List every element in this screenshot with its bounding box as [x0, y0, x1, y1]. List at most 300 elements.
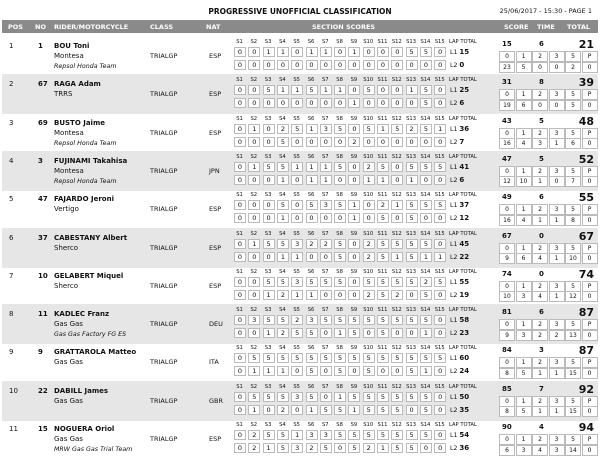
rider-motorcycle: Vertigo — [54, 205, 79, 214]
section-label: S4 — [279, 307, 286, 314]
lap2-label: L2 — [450, 406, 458, 414]
rider-class: TRIALGP — [150, 166, 178, 175]
lap1-section-score: 0 — [234, 47, 246, 57]
rider-motorcycle: Montesa — [54, 166, 84, 175]
lap-total-label: LAP TOTAL — [449, 115, 477, 122]
lap2-section-score: 0 — [334, 443, 346, 453]
lap2-section-score: 0 — [320, 137, 332, 147]
lap2-section-score: 0 — [406, 405, 418, 415]
rider-nat: ESP — [209, 435, 222, 443]
count-label: 3 — [549, 357, 565, 368]
lap2-section-score: 5 — [306, 366, 318, 376]
lap1-section-score: 5 — [306, 353, 318, 363]
lap2-section-score: 0 — [391, 366, 403, 376]
count-label: 1 — [516, 51, 532, 62]
rider-total: 87 — [578, 344, 594, 358]
section-label: S15 — [434, 115, 445, 122]
count-value: 0 — [582, 445, 598, 456]
lap1-section-score: 5 — [263, 239, 275, 249]
rider-team: Gas Gas Factory FG ES — [54, 331, 127, 339]
section-label: S6 — [307, 230, 315, 237]
count-value: 4 — [516, 215, 532, 226]
section-label: S6 — [307, 268, 315, 275]
lap2-section-score: 0 — [363, 137, 375, 147]
lap2-section-score: 1 — [263, 290, 275, 300]
lap2-section-score: 5 — [377, 405, 389, 415]
lap1-section-score: 5 — [263, 430, 275, 440]
lap1-section-score: 5 — [277, 353, 289, 363]
lap1-section-score: 0 — [234, 124, 246, 134]
lap2-section-score: 1 — [377, 175, 389, 185]
lap2-section-score: 0 — [291, 175, 303, 185]
count-label: 2 — [532, 243, 548, 254]
lap1-section-score: 5 — [391, 239, 403, 249]
lap2-section-score: 0 — [434, 137, 446, 147]
count-label: 1 — [516, 281, 532, 292]
lap1-total: 54 — [459, 431, 470, 439]
lap2-section-score: 1 — [263, 366, 275, 376]
section-label: S1 — [236, 77, 243, 84]
rider-motorcycle: Gas Gas — [54, 358, 83, 367]
lap2-section-score: 1 — [363, 175, 375, 185]
table-row — [2, 381, 598, 421]
count-value: 6 — [516, 100, 532, 111]
count-label: 3 — [549, 243, 565, 254]
lap2-section-score: 0 — [248, 60, 260, 70]
section-label: S2 — [250, 383, 258, 390]
lap2-section-score: 1 — [377, 443, 389, 453]
lap1-section-score: 0 — [234, 430, 246, 440]
section-label: S8 — [336, 383, 343, 390]
lap2-section-score: 0 — [348, 252, 360, 262]
rider-score: 49 — [502, 193, 512, 202]
rider-score: 67 — [502, 231, 512, 240]
count-label: 1 — [516, 89, 532, 100]
lap2-section-score: 0 — [234, 290, 246, 300]
lap2-section-score: 0 — [234, 98, 246, 108]
rider-pos: 7 — [9, 271, 14, 280]
lap1-label: L1 — [450, 125, 458, 133]
count-value: 9 — [499, 253, 515, 264]
lap1-section-score: 3 — [320, 124, 332, 134]
lap1-section-score: 5 — [277, 200, 289, 210]
rider-nat: ESP — [209, 205, 222, 214]
lap1-section-score: 5 — [434, 353, 446, 363]
count-label: 2 — [532, 166, 548, 177]
lap2-section-score: 0 — [420, 137, 432, 147]
score-count-table — [499, 281, 595, 303]
section-label: S7 — [322, 345, 329, 352]
lap1-section-score: 0 — [391, 47, 403, 57]
count-value: 9 — [499, 330, 515, 341]
section-label: S13 — [406, 345, 417, 352]
lap1-total: 60 — [459, 354, 470, 363]
lap1-section-score: 5 — [363, 124, 375, 134]
lap2-section-score: 0 — [291, 405, 303, 415]
section-label: S8 — [336, 192, 343, 199]
section-label: S3 — [264, 230, 272, 237]
count-value: 0 — [582, 330, 598, 341]
section-label: S7 — [322, 422, 329, 428]
section-label: S9 — [350, 383, 358, 390]
lap2-section-score: 0 — [420, 60, 432, 70]
rider-total: 48 — [578, 114, 594, 128]
count-value: 6 — [516, 253, 532, 264]
section-label: S15 — [434, 422, 445, 428]
lap2-label: L2 — [450, 100, 458, 108]
lap1-section-score: 0 — [234, 200, 246, 210]
lap2-label: L2 — [450, 62, 458, 69]
lap2-section-score: 5 — [377, 252, 389, 262]
section-label: S3 — [264, 345, 272, 352]
lap1-section-score: 5 — [348, 430, 360, 440]
rider-score: 90 — [502, 423, 512, 431]
rider-number: 11 — [38, 310, 48, 319]
lap1-section-score: 5 — [263, 315, 275, 325]
count-value: 1 — [549, 406, 565, 417]
lap2-section-score: 1 — [277, 175, 289, 185]
section-label: S7 — [322, 268, 329, 275]
lap2-section-score: 0 — [320, 60, 332, 70]
section-label: S5 — [293, 268, 300, 275]
rider-class: TRIALGP — [150, 205, 178, 214]
lap1-section-score: 1 — [291, 162, 303, 172]
rider-nat: GBR — [209, 396, 224, 405]
lap2-section-score: 5 — [291, 328, 303, 338]
count-label: 3 — [549, 281, 565, 292]
lap2-section-score: 0 — [377, 137, 389, 147]
count-value: 0 — [582, 100, 598, 111]
section-label: S12 — [391, 268, 402, 275]
lap1-section-score: 0 — [348, 85, 360, 95]
rider-name: GRATTAROLA Matteo — [54, 348, 137, 357]
lap1-section-score: 0 — [434, 315, 446, 325]
lap2-total: 12 — [459, 214, 470, 223]
lap2-section-score: 0 — [277, 98, 289, 108]
section-label: S10 — [363, 345, 374, 352]
count-label: 3 — [549, 51, 565, 62]
lap2-section-score: 0 — [391, 137, 403, 147]
lap2-section-score: 0 — [391, 60, 403, 70]
section-label: S9 — [350, 268, 358, 275]
lap2-total: 7 — [459, 137, 465, 146]
section-label: S11 — [377, 383, 388, 390]
rider-nat: ESP — [209, 90, 222, 99]
section-label: S2 — [250, 268, 258, 275]
lap1-section-score: 5 — [363, 353, 375, 363]
count-label: 5 — [565, 89, 581, 100]
section-label: S12 — [391, 77, 402, 84]
count-value: 2 — [549, 330, 565, 341]
lap1-section-score: 5 — [248, 353, 260, 363]
count-label: 2 — [532, 204, 548, 215]
section-label: S10 — [363, 383, 374, 390]
lap2-section-score: 5 — [406, 366, 418, 376]
lap1-section-score: 5 — [277, 277, 289, 287]
rider-pos: 6 — [9, 233, 14, 242]
table-row — [2, 266, 598, 306]
lap1-section-score: 2 — [277, 124, 289, 134]
count-label: P — [582, 166, 598, 177]
lap2-section-score: 1 — [248, 405, 260, 415]
rider-class: TRIALGP — [150, 52, 178, 60]
lap2-section-score: 0 — [263, 60, 275, 70]
lap1-section-score: 2 — [306, 239, 318, 249]
lap1-section-score: 5 — [334, 315, 346, 325]
col-score: SCORE — [504, 23, 529, 31]
col-pos: POS — [8, 23, 23, 31]
count-label: 5 — [565, 319, 581, 330]
lap2-section-score: 0 — [377, 366, 389, 376]
lap2-label: L2 — [450, 176, 458, 184]
score-count-table — [499, 51, 595, 73]
section-label: S12 — [391, 115, 402, 122]
rider-number: 15 — [38, 425, 48, 433]
section-label: S4 — [279, 345, 286, 352]
lap2-section-score: 0 — [234, 443, 246, 453]
lap1-section-score: 3 — [291, 277, 303, 287]
lap2-section-score: 5 — [420, 98, 432, 108]
count-label: 0 — [499, 396, 515, 407]
lap2-section-score: 0 — [320, 252, 332, 262]
lap1-section-score: 5 — [420, 162, 432, 172]
count-value: 1 — [532, 368, 548, 379]
count-value: 4 — [516, 138, 532, 149]
lap2-section-score: 0 — [363, 98, 375, 108]
count-label: P — [582, 357, 598, 368]
lap1-section-score: 0 — [248, 200, 260, 210]
lap1-section-score: 0 — [291, 200, 303, 210]
lap1-section-score: 1 — [406, 85, 418, 95]
section-label: S13 — [406, 307, 417, 314]
lap1-section-score: 5 — [334, 162, 346, 172]
lap2-label: L2 — [450, 445, 458, 452]
count-value: 15 — [565, 406, 581, 417]
lap2-section-score: 0 — [406, 137, 418, 147]
lap2-label: L2 — [450, 138, 458, 146]
lap2-section-score: 0 — [434, 328, 446, 338]
count-value: 10 — [499, 291, 515, 302]
lap2-section-score: 0 — [234, 137, 246, 147]
table-row — [2, 189, 598, 229]
lap1-section-score: 1 — [248, 162, 260, 172]
lap1-section-score: 0 — [234, 162, 246, 172]
lap2-section-score: 2 — [363, 443, 375, 453]
lap2-section-score: 1 — [434, 252, 446, 262]
lap2-section-score: 5 — [334, 405, 346, 415]
rider-nat: ESP — [209, 128, 222, 137]
section-label: S4 — [279, 77, 286, 84]
count-value: 8 — [565, 215, 581, 226]
lap1-section-score: 1 — [320, 47, 332, 57]
count-label: 3 — [549, 166, 565, 177]
lap1-section-score: 0 — [234, 277, 246, 287]
count-label: P — [582, 51, 598, 62]
lap1-section-score: 0 — [234, 392, 246, 402]
lap1-section-score: 1 — [291, 430, 303, 440]
lap2-section-score: 5 — [420, 290, 432, 300]
rider-pos: 1 — [9, 42, 14, 50]
lap2-section-score: 1 — [291, 252, 303, 262]
section-label: S13 — [406, 192, 417, 199]
section-label: S4 — [279, 39, 286, 45]
section-label: S10 — [363, 39, 374, 45]
lap1-label: L1 — [450, 49, 458, 56]
section-label: S1 — [236, 268, 243, 275]
section-label: S1 — [236, 39, 243, 45]
lap2-section-score: 1 — [348, 405, 360, 415]
rider-time: 4 — [539, 423, 544, 431]
lap2-section-score: 5 — [277, 443, 289, 453]
rider-motorcycle: Gas Gas — [54, 435, 83, 443]
section-label: S8 — [336, 268, 343, 275]
count-label: 5 — [565, 281, 581, 292]
lap1-section-score: 1 — [248, 124, 260, 134]
section-label: S6 — [307, 39, 315, 45]
table-row — [2, 304, 598, 344]
section-label: S1 — [236, 115, 243, 122]
lap2-total: 22 — [459, 252, 470, 261]
section-label: S12 — [391, 192, 402, 199]
lap2-section-score: 5 — [363, 366, 375, 376]
lap2-section-score: 1 — [348, 213, 360, 223]
lap2-section-score: 1 — [263, 443, 275, 453]
count-label: 2 — [532, 396, 548, 407]
lap1-section-score: 5 — [434, 277, 446, 287]
lap2-section-score: 1 — [420, 328, 432, 338]
lap2-section-score: 0 — [420, 213, 432, 223]
lap2-section-score: 5 — [406, 443, 418, 453]
rider-name: FAJARDO Jeroni — [54, 195, 115, 204]
lap2-section-score: 0 — [263, 98, 275, 108]
section-label: S5 — [293, 230, 300, 237]
lap1-total: 45 — [459, 239, 470, 248]
lap2-section-score: 0 — [306, 60, 318, 70]
section-label: S14 — [420, 77, 431, 84]
count-value: 1 — [549, 291, 565, 302]
table-row — [2, 228, 598, 268]
rider-number: 3 — [38, 156, 43, 165]
lap1-section-score: 5 — [406, 162, 418, 172]
section-label: S5 — [293, 192, 300, 199]
lap2-section-score: 0 — [306, 213, 318, 223]
count-value: 5 — [516, 62, 532, 73]
rider-time: 6 — [539, 308, 544, 317]
lap1-section-score: 5 — [348, 353, 360, 363]
lap1-section-score: 5 — [320, 315, 332, 325]
lap1-section-score: 5 — [320, 353, 332, 363]
lap1-section-score: 5 — [363, 277, 375, 287]
lap1-section-score: 0 — [248, 47, 260, 57]
section-label: S13 — [406, 268, 417, 275]
lap2-section-score: 1 — [291, 290, 303, 300]
count-value: 1 — [549, 215, 565, 226]
rider-class: TRIALGP — [150, 358, 178, 367]
count-label: 5 — [565, 128, 581, 139]
table-row — [2, 342, 598, 382]
lap1-section-score: 0 — [234, 315, 246, 325]
lap2-section-score: 0 — [420, 175, 432, 185]
table-row — [2, 113, 598, 153]
lap1-section-score: 0 — [391, 162, 403, 172]
lap1-section-score: 1 — [291, 85, 303, 95]
lap1-section-score: 5 — [420, 85, 432, 95]
rider-nat: ESP — [209, 52, 222, 60]
lap2-section-score: 0 — [291, 98, 303, 108]
lap2-section-score: 2 — [306, 443, 318, 453]
lap2-section-score: 0 — [263, 175, 275, 185]
rider-motorcycle: Sherco — [54, 243, 79, 252]
lap2-section-score: 0 — [406, 290, 418, 300]
count-label: 0 — [499, 204, 515, 215]
lap2-section-score: 1 — [391, 252, 403, 262]
section-label: S11 — [377, 230, 388, 237]
lap1-section-score: 2 — [320, 239, 332, 249]
section-label: S10 — [363, 77, 374, 84]
section-label: S8 — [336, 39, 343, 45]
rider-motorcycle: Montesa — [54, 128, 84, 137]
lap1-section-score: 5 — [420, 353, 432, 363]
section-label: S4 — [279, 268, 286, 275]
section-label: S14 — [420, 383, 431, 390]
count-label: 3 — [549, 128, 565, 139]
rider-total: 92 — [578, 382, 594, 396]
section-label: S6 — [307, 307, 315, 314]
section-label: S2 — [250, 345, 258, 352]
rider-time: 8 — [539, 78, 544, 87]
lap1-section-score: 0 — [434, 430, 446, 440]
lap1-section-score: 1 — [434, 124, 446, 134]
rider-time: 6 — [539, 40, 544, 48]
lap1-section-score: 5 — [391, 315, 403, 325]
section-label: S10 — [363, 153, 374, 160]
lap2-section-score: 5 — [377, 328, 389, 338]
lap1-section-score: 5 — [406, 200, 418, 210]
count-value: 0 — [582, 368, 598, 379]
count-value: 0 — [582, 253, 598, 264]
count-value: 14 — [565, 445, 581, 456]
lap1-section-score: 5 — [391, 124, 403, 134]
section-label: S13 — [406, 77, 417, 84]
lap1-total: 55 — [459, 277, 470, 286]
count-value: 0 — [582, 138, 598, 149]
lap2-label: L2 — [450, 253, 458, 261]
score-count-table — [499, 166, 595, 188]
page-title: PROGRESSIVE UNOFFICIAL CLASSIFICATION — [208, 7, 392, 16]
section-label: S15 — [434, 307, 445, 314]
count-label: 1 — [516, 357, 532, 368]
count-value: 0 — [582, 291, 598, 302]
rider-class: TRIALGP — [150, 320, 178, 329]
count-value: 4 — [532, 291, 548, 302]
section-label: S3 — [264, 115, 272, 122]
count-value: 5 — [565, 100, 581, 111]
table-row — [2, 74, 598, 114]
lap2-section-score: 0 — [334, 290, 346, 300]
rider-time: 0 — [539, 231, 544, 240]
section-label: S15 — [434, 345, 445, 352]
section-label: S9 — [350, 39, 358, 45]
count-label: 2 — [532, 51, 548, 62]
rider-total: 74 — [578, 267, 594, 281]
lap1-section-score: 1 — [277, 47, 289, 57]
section-label: S2 — [250, 39, 258, 45]
section-label: S10 — [363, 230, 374, 237]
lap1-total: 58 — [459, 316, 470, 325]
col-class: CLASS — [150, 23, 174, 31]
lap2-section-score: 0 — [320, 98, 332, 108]
lap1-section-score: 1 — [320, 85, 332, 95]
